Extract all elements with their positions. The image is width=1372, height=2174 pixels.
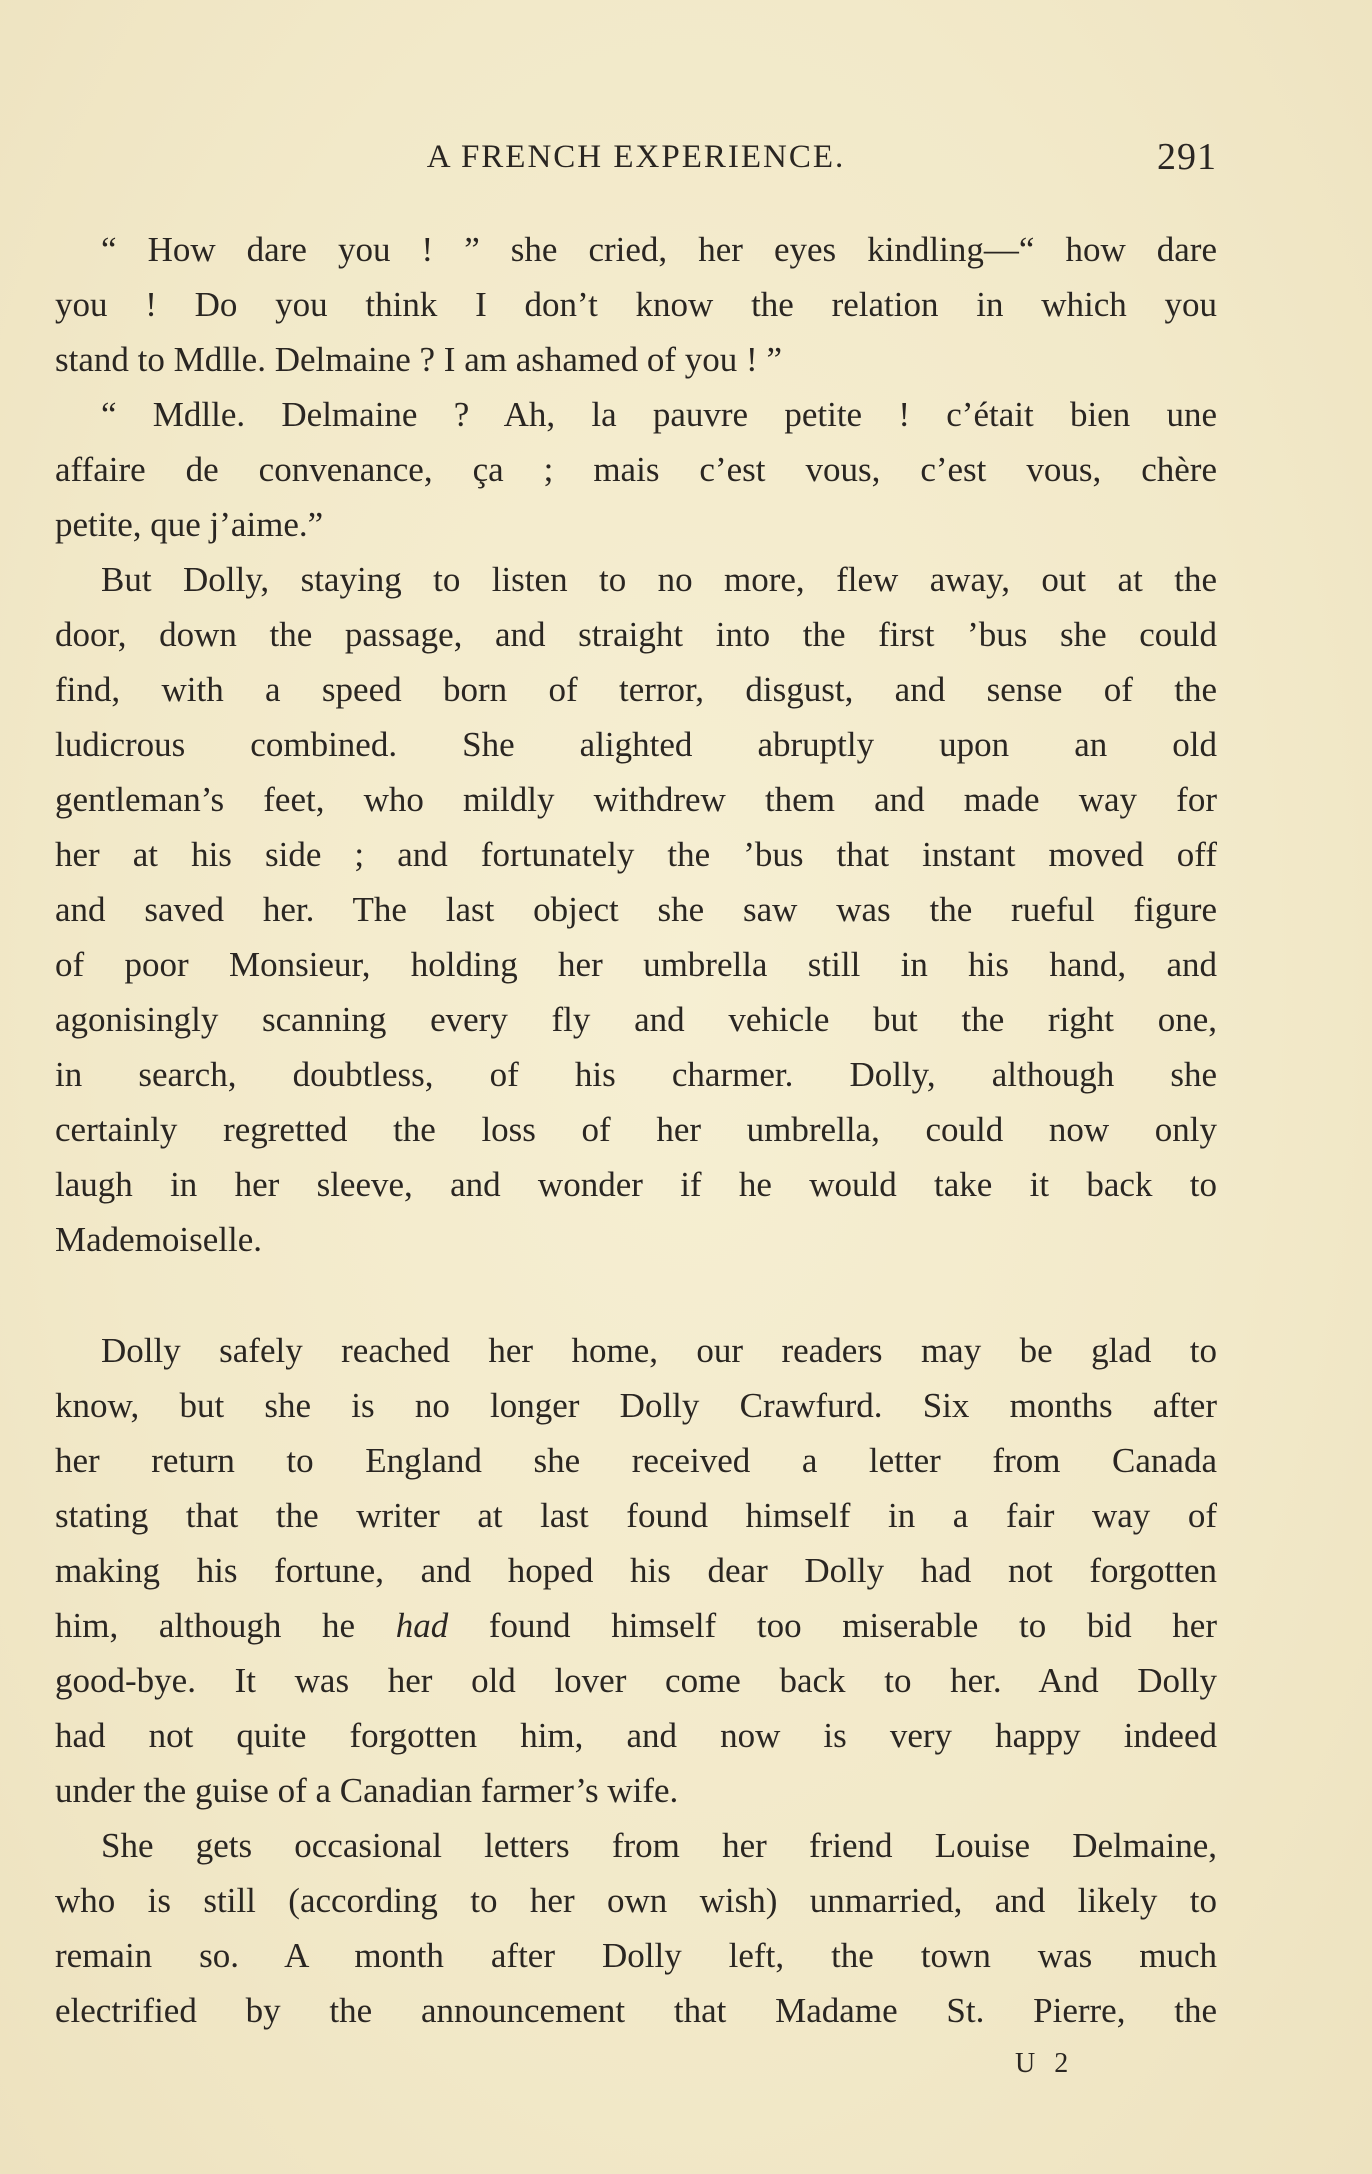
text-line: stand to Mdlle. Delmaine ? I am ashamed of you ! ” <box>55 340 783 379</box>
text-line: petite, que j’aime.” <box>55 505 324 544</box>
text-line: in search, doubtless, of his charmer. Dolly, although she <box>55 1055 1217 1094</box>
text-line: under the guise of a Canadian farmer’s wife. <box>55 1771 679 1810</box>
text-line: you ! Do you think I don’t know the relation in which you <box>55 285 1217 324</box>
paragraph <box>55 387 1217 552</box>
text-line: Mademoiselle. <box>55 1220 263 1259</box>
text-line: and saved her. The last object she saw was the rueful figure <box>55 890 1217 929</box>
page-header <box>55 135 1217 185</box>
paragraph <box>55 1323 1217 1818</box>
text-line: remain so. A month after Dolly left, the town was much <box>55 1936 1217 1975</box>
text-line: agonisingly scanning every fly and vehicle but the right one, <box>55 1000 1217 1039</box>
text-line: certainly regretted the loss of her umbrella, could now only <box>55 1110 1217 1149</box>
body-text <box>55 222 1217 2038</box>
text-line: find, with a speed born of terror, disgust, and sense of the <box>55 670 1217 709</box>
page-number: 291 <box>1157 136 1217 178</box>
text-line: who is still (according to her own wish) unmarried, and likely to <box>55 1881 1217 1920</box>
text-line: electrified by the announcement that Madame St. Pierre, the <box>55 1991 1217 2030</box>
text-line: of poor Monsieur, holding her umbrella still in his hand, and <box>55 945 1217 984</box>
text-line: door, down the passage, and straight into the first ’bus she could <box>55 615 1217 654</box>
text-line: “ Mdlle. Delmaine ? Ah, la pauvre petite ! c’était bien une <box>101 395 1217 434</box>
text-line: him, although he had found himself too miserable to bid her <box>55 1606 1217 1645</box>
text-line: her return to England she received a letter from Canada <box>55 1441 1217 1480</box>
text-line: had not quite forgotten him, and now is very happy indeed <box>55 1716 1217 1755</box>
text-line: gentleman’s feet, who mildly withdrew them and made way for <box>55 780 1217 819</box>
text-line: laugh in her sleeve, and wonder if he would take it back to <box>55 1165 1217 1204</box>
signature-mark: U 2 <box>1015 2048 1075 2079</box>
paragraph <box>55 552 1217 1267</box>
paragraph <box>55 222 1217 387</box>
section-break <box>55 1267 1217 1323</box>
text-line: Dolly safely reached her home, our readers may be glad to <box>101 1331 1217 1370</box>
running-title: A FRENCH EXPERIENCE. <box>426 139 846 175</box>
text-line: But Dolly, staying to listen to no more, flew away, out at the <box>101 560 1217 599</box>
paragraph <box>55 1818 1217 2038</box>
text-line: “ How dare you ! ” she cried, her eyes kindling—“ how dare <box>101 230 1217 269</box>
text-line: good-bye. It was her old lover come back to her. And Dolly <box>55 1661 1217 1700</box>
text-line: her at his side ; and fortunately the ’bus that instant moved off <box>55 835 1217 874</box>
text-line: stating that the writer at last found himself in a fair way of <box>55 1496 1217 1535</box>
text-line: ludicrous combined. She alighted abruptly upon an old <box>55 725 1217 764</box>
text-line: affaire de convenance, ça ; mais c’est vous, c’est vous, chère <box>55 450 1217 489</box>
text-line: making his fortune, and hoped his dear Dolly had not forgotten <box>55 1551 1217 1590</box>
text-line: know, but she is no longer Dolly Crawfurd. Six months after <box>55 1386 1217 1425</box>
text-line: She gets occasional letters from her friend Louise Delmaine, <box>101 1826 1217 1865</box>
